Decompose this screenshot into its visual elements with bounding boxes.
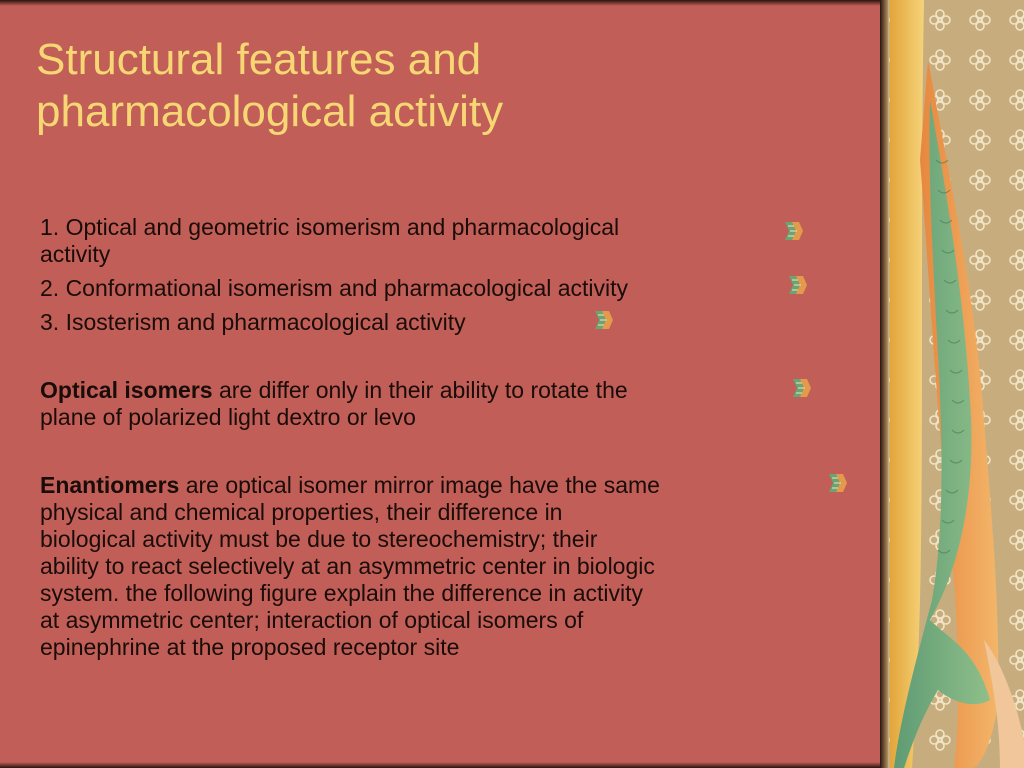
enantiomers-paragraph (40, 472, 820, 661)
enantiomers-term: Enantiomers (40, 472, 180, 498)
enantiomers-line: epinephrine at the proposed receptor site (40, 634, 460, 660)
spacer (40, 431, 820, 472)
decorative-leaf-bullet-icon (790, 377, 812, 399)
top-shadow (0, 0, 880, 6)
enantiomers-line: ability to react selectively at an asymmetric center in biologic (40, 553, 655, 579)
enantiomers-text: are optical isomer mirror image have the same (179, 472, 660, 498)
enantiomers-line: physical and chemical properties, their difference in (40, 499, 563, 525)
optical-isomers-line-2: plane of polarized light dextro or levo (40, 404, 416, 430)
optical-isomers-paragraph (40, 377, 820, 431)
spacer (40, 336, 820, 377)
slide-content (40, 214, 820, 661)
decorative-ribbon-artwork (880, 0, 1024, 768)
optical-isomers-term: Optical isomers (40, 377, 213, 403)
spacer (40, 268, 820, 275)
enantiomers-line: system. the following figure explain the difference in activity (40, 580, 643, 606)
title-line-1: Structural features and (36, 35, 482, 84)
enantiomers-line-1 (40, 472, 820, 499)
slide-title (36, 34, 856, 138)
list-item-2-text: 2. Conformational isomerism and pharmacological activity (40, 275, 629, 301)
decorative-leaf-bullet-icon (782, 220, 804, 242)
list-item-3-text: 3. Isosterism and pharmacological activity (40, 309, 466, 335)
list-item-3 (40, 309, 820, 336)
enantiomers-line: biological activity must be due to stereochemistry; their (40, 526, 598, 552)
list-item-2 (40, 275, 820, 302)
spacer (40, 302, 820, 309)
decorative-leaf-bullet-icon (592, 309, 614, 331)
list-item-1 (40, 214, 820, 268)
list-item-1-line-2: activity (40, 241, 111, 267)
bottom-shadow (0, 762, 880, 768)
decorative-leaf-bullet-icon (826, 472, 848, 494)
optical-isomers-line-1 (40, 377, 820, 404)
enantiomers-line: at asymmetric center; interaction of optical isomers of (40, 607, 584, 633)
decorative-divider (880, 0, 888, 768)
title-line-2: pharmacological activity (36, 87, 504, 136)
list-item-1-line-1: 1. Optical and geometric isomerism and pharmacological (40, 214, 620, 240)
optical-isomers-text: are differ only in their ability to rotate the (212, 377, 628, 403)
decorative-leaf-bullet-icon (786, 274, 808, 296)
